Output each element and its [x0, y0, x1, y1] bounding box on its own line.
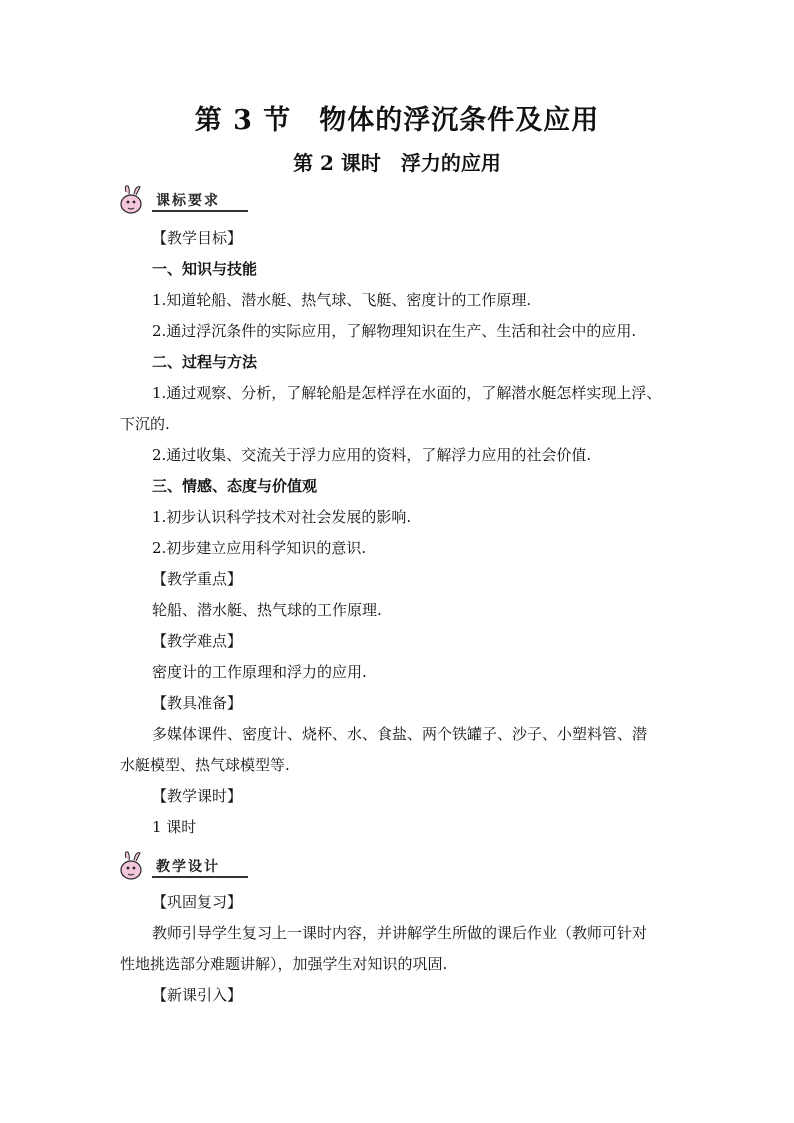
- difficulties-heading: 【教学难点】: [152, 632, 243, 650]
- goals-part2-heading: 二、过程与方法: [152, 353, 258, 371]
- page-title: 第 3 节 物体的浮沉条件及应用: [194, 105, 600, 136]
- materials-line-2: 水艇模型、热气球模型等.: [120, 756, 290, 774]
- goals-part1-item-2: 2.通过浮沉条件的实际应用，了解物理知识在生产、生活和社会中的应用.: [152, 322, 637, 340]
- character-icon: [118, 848, 158, 884]
- review-line-1: 教师引导学生复习上一课时内容，并讲解学生所做的课后作业（教师可针对: [152, 924, 648, 942]
- section-tag-design: [118, 848, 248, 884]
- section-underline: [152, 876, 248, 878]
- goals-part2-item-2: 2.通过收集、交流关于浮力应用的资料，了解浮力应用的社会价值.: [152, 446, 592, 464]
- materials-line-1: 多媒体课件、密度计、烧杯、水、食盐、两个铁罐子、沙子、小塑料管、潜: [152, 725, 648, 743]
- goals-part2-item-1-cont: 下沉的.: [120, 415, 170, 433]
- section-underline: [152, 210, 248, 212]
- goals-part3-heading: 三、情感、态度与价值观: [152, 477, 318, 495]
- section-label: 课标要求: [156, 193, 220, 209]
- review-heading: 【巩固复习】: [152, 893, 243, 911]
- difficulties-text: 密度计的工作原理和浮力的应用.: [152, 663, 367, 681]
- hours-heading: 【教学课时】: [152, 787, 243, 805]
- character-icon: [118, 182, 158, 218]
- goals-heading: 【教学目标】: [152, 229, 243, 247]
- section-label: 教学设计: [156, 859, 220, 875]
- goals-part3-item-1: 1.初步认识科学技术对社会发展的影响.: [152, 508, 412, 526]
- goals-part1-item-1: 1.知道轮船、潜水艇、热气球、飞艇、密度计的工作原理.: [152, 291, 532, 309]
- section-tag-requirements: [118, 182, 248, 218]
- materials-heading: 【教具准备】: [152, 694, 243, 712]
- page-subtitle: 第 2 课时 浮力的应用: [293, 151, 501, 175]
- review-line-2: 性地挑选部分难题讲解），加强学生对知识的巩固.: [120, 955, 448, 973]
- key-points-heading: 【教学重点】: [152, 570, 243, 588]
- goals-part1-heading: 一、知识与技能: [152, 260, 258, 278]
- key-points-text: 轮船、潜水艇、热气球的工作原理.: [152, 601, 382, 619]
- intro-heading: 【新课引入】: [152, 986, 243, 1004]
- goals-part3-item-2: 2.初步建立应用科学知识的意识.: [152, 539, 367, 557]
- hours-text: 1 课时: [152, 818, 197, 836]
- goals-part2-item-1: 1.通过观察、分析，了解轮船是怎样浮在水面的，了解潜水艇怎样实现上浮、: [152, 384, 662, 402]
